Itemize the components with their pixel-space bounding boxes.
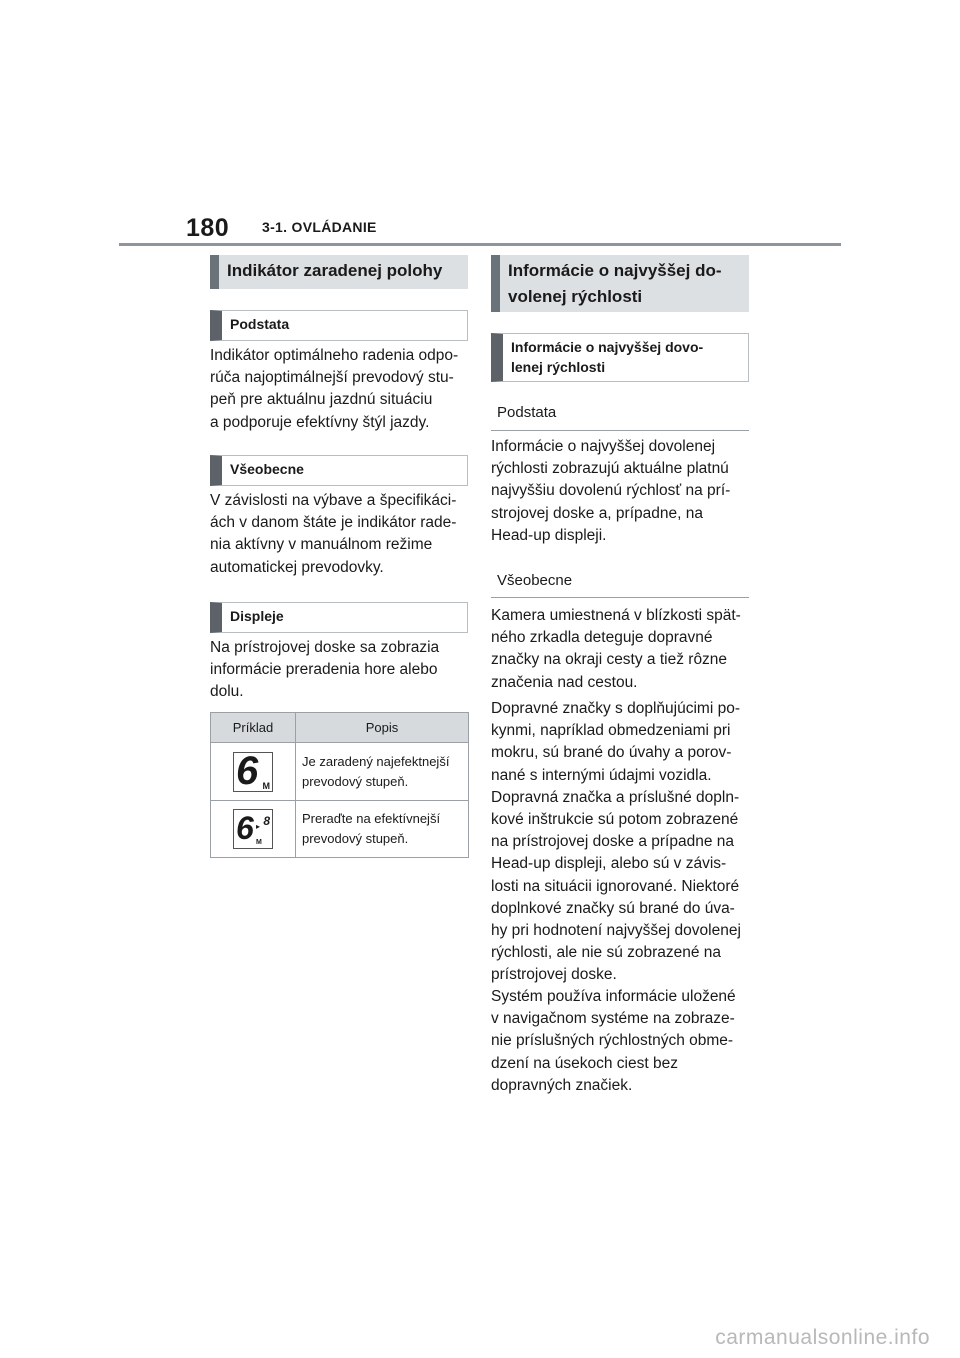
text-line: Informácie o najvyššej dovolenej xyxy=(491,438,716,455)
text-line: kynmi, napríklad obmedzeniami pri xyxy=(491,722,731,740)
text-line: lenej rýchlosti xyxy=(511,359,606,375)
table-cell-example xyxy=(211,743,296,801)
text-line: Dopravné značky s doplňujúcimi po- xyxy=(491,700,740,717)
paragraph-principle xyxy=(210,345,472,434)
paragraph-general xyxy=(210,490,472,579)
gear-indicator-table xyxy=(210,712,469,858)
paragraph-displays xyxy=(210,637,472,704)
paragraph-camera xyxy=(491,605,753,694)
mode-letter: M xyxy=(256,839,262,846)
text-line: informácie preradenia hore alebo xyxy=(210,661,438,679)
text-line: ách v danom štáte je indikátor rade- xyxy=(210,514,457,532)
subheading-vseobecne xyxy=(210,455,468,486)
text-line: nané s internými údajmi vozidla. xyxy=(491,766,712,784)
table-cell-description xyxy=(296,743,469,801)
target-gear-digit: 8 xyxy=(263,814,270,828)
shift-arrow-icon: ▸ xyxy=(256,822,261,831)
subheading-text: Všeobecne xyxy=(497,572,573,589)
text-line: nia aktívny v manuálnom režime xyxy=(210,536,433,554)
paragraph-traffic-signs xyxy=(491,698,753,987)
section-heading-gear-indicator xyxy=(210,255,468,289)
text-line: prevodový stupeň. xyxy=(302,831,409,846)
text-line: rýchlosti, ale nie sú zobrazené na xyxy=(491,944,722,962)
text-line: prevodový stupeň. xyxy=(302,773,409,789)
text-line: volenej rýchlosti xyxy=(508,287,643,306)
text-line: Kamera umiestnená v blízkosti spät- xyxy=(491,607,741,624)
text-line: prístrojovej doske. xyxy=(491,966,617,984)
table-header-example: Príklad xyxy=(211,713,296,743)
text-line: automatickej prevodovky. xyxy=(210,558,384,576)
text-line: ného zrkadla deteguje dopravné xyxy=(491,629,713,647)
text-line: dzení na úsekoch ciest bez xyxy=(491,1054,678,1072)
text-line: rýchlosti zobrazujú aktuálne platnú xyxy=(491,460,729,478)
section-heading-speed-info xyxy=(491,255,749,312)
text-line: losti na situácii ignorované. Niektoré xyxy=(491,877,740,895)
text-line: V závislosti na výbave a špecifikáci- xyxy=(210,492,457,509)
text-line: a podporuje efektívny štýl jazdy. xyxy=(210,413,430,431)
text-line: Systém používa informácie uložené xyxy=(491,988,736,1005)
text-line: Head-up displeji, alebo sú v závis- xyxy=(491,855,727,873)
text-line: Preraďte na efektívnejší xyxy=(302,811,441,826)
section-heading-text: Indikátor zaradenej polohy xyxy=(227,261,443,280)
text-line: Indikátor optimálneho radenia odpo- xyxy=(210,347,459,364)
text-line: Dopravná značka a príslušné dopln- xyxy=(491,788,740,806)
watermark: carmanualsonline.info xyxy=(715,1326,930,1349)
text-line: nie príslušných rýchlostných obme- xyxy=(491,1032,734,1050)
gear-6-manual-icon xyxy=(233,748,273,793)
table-cell-description xyxy=(296,801,469,858)
text-line: rúča najoptimálnejší prevodový stu- xyxy=(210,369,454,387)
mode-letter: M xyxy=(262,780,270,791)
text-line: hy pri hodnotení najvyššej dovolenej xyxy=(491,922,741,940)
text-line: peň pre aktuálnu jazdnú situáciu xyxy=(210,391,433,409)
text-line: doplnkové značky sú brané do úva- xyxy=(491,899,735,917)
paragraph-navigation xyxy=(491,986,753,1097)
table-row xyxy=(211,743,469,801)
subheading-text: Všeobecne xyxy=(230,461,304,477)
text-line: značenia nad cestou. xyxy=(491,673,638,691)
subheading-text: Podstata xyxy=(497,404,557,421)
header-divider xyxy=(119,243,841,246)
subheading-displeje xyxy=(210,602,468,633)
table-header-row xyxy=(211,713,469,743)
paragraph-speed-principle xyxy=(491,436,753,547)
gear-6-shift-to-8-icon xyxy=(233,809,273,849)
text-line: kové inštrukcie sú potom zobrazené xyxy=(491,811,739,829)
subheading-text: Displeje xyxy=(230,608,284,624)
text-line: mokru, sú brané do úvahy a porov- xyxy=(491,744,732,762)
text-line: Informácie o najvyššej dovo- xyxy=(511,339,704,355)
page-number: 180 xyxy=(186,214,230,242)
text-line: dolu. xyxy=(210,683,244,701)
gear-digit: 6 xyxy=(236,748,259,793)
chapter-title: 3-1. OVLÁDANIE xyxy=(262,219,377,235)
text-line: na prístrojovej doske a prípadne na xyxy=(491,833,734,851)
text-line: najvyššiu dovolenú rýchlosť na prí- xyxy=(491,482,731,500)
text-line: Head-up displeji. xyxy=(491,526,607,544)
text-line: strojovej doske a, prípadne, na xyxy=(491,504,703,522)
subheading-vseobecne-right xyxy=(491,568,749,598)
text-line: Na prístrojovej doske sa zobrazia xyxy=(210,639,440,656)
text-line: Informácie o najvyššej do- xyxy=(508,261,722,280)
table-row xyxy=(211,801,469,858)
subheading-podstata-right xyxy=(491,401,749,431)
subheading-text: Podstata xyxy=(230,316,290,332)
gear-digit: 6 xyxy=(236,810,254,846)
text-line: značky na okraji cesty a tiež rôzne xyxy=(491,651,728,669)
text-line: v navigačnom systéme na zobraze- xyxy=(491,1010,735,1028)
table-header-description: Popis xyxy=(296,713,469,743)
text-line: Je zaradený najefektnejší xyxy=(302,753,450,769)
text-line: dopravných značiek. xyxy=(491,1076,633,1094)
table-cell-example xyxy=(211,801,296,858)
subheading-podstata xyxy=(210,310,468,341)
subheading-speed-info xyxy=(491,333,749,382)
